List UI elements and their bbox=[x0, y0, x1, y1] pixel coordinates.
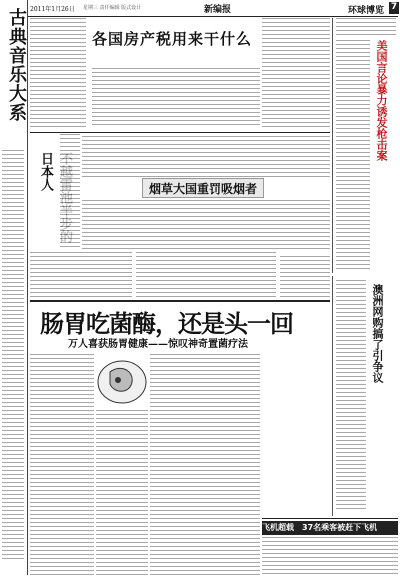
masthead-sub-info: 星期三 责任编辑 版式设计 bbox=[83, 5, 142, 11]
page-number: 7 bbox=[390, 2, 398, 12]
gut-headline: 肠胃吃菌酶，还是头一回 bbox=[40, 310, 293, 338]
plane-text bbox=[262, 537, 398, 575]
masthead-date: 2011年1月26日 bbox=[30, 6, 75, 13]
article-macau bbox=[332, 276, 399, 516]
article-us bbox=[332, 18, 399, 273]
paper-name: 新编报 bbox=[204, 5, 232, 15]
article-smoking bbox=[142, 178, 264, 198]
stomach-illustration-icon bbox=[96, 358, 148, 406]
gut-subhead: 万人喜获肠胃健康——惊叹神奇置菌疗法 bbox=[68, 339, 248, 350]
us-text-body bbox=[336, 40, 370, 270]
japan-text-side bbox=[60, 134, 80, 249]
smoking-headline: 烟草大国重罚吸烟者 bbox=[149, 182, 258, 196]
lower-left-text bbox=[30, 252, 132, 300]
gut-text-mid bbox=[150, 354, 260, 576]
section-title: 环球博览 bbox=[348, 6, 385, 16]
us-text-top bbox=[336, 18, 396, 36]
macau-headline: 澳洲网购搞了引争议 bbox=[371, 284, 384, 383]
lower-mid-text bbox=[136, 252, 276, 300]
divider bbox=[30, 132, 330, 133]
plane-headline: 飞机超载 37名乘客被赶下飞机 bbox=[262, 521, 398, 535]
japan-headline: 日本人 bbox=[38, 152, 53, 191]
middle-text bbox=[82, 136, 330, 180]
masthead bbox=[28, 2, 398, 17]
sidebar-title: 古典音乐大系 bbox=[6, 8, 27, 122]
property-text-body bbox=[92, 68, 260, 128]
article-japan bbox=[30, 134, 80, 249]
sidebar-text bbox=[2, 150, 24, 560]
article-property bbox=[30, 18, 260, 130]
sidebar bbox=[0, 0, 28, 575]
us-headline: 美国言论暴力诱发枪击案 bbox=[375, 40, 388, 161]
smoking-text bbox=[82, 200, 330, 250]
property-text-left bbox=[30, 18, 86, 128]
lower-right-text bbox=[280, 256, 330, 300]
article-plane bbox=[262, 518, 398, 576]
gut-text-under-img bbox=[96, 410, 148, 576]
macau-text bbox=[336, 280, 366, 510]
gut-text-left bbox=[30, 354, 94, 576]
property-headline: 各国房产税用来干什么 bbox=[92, 30, 253, 48]
property-text-right bbox=[262, 18, 330, 128]
